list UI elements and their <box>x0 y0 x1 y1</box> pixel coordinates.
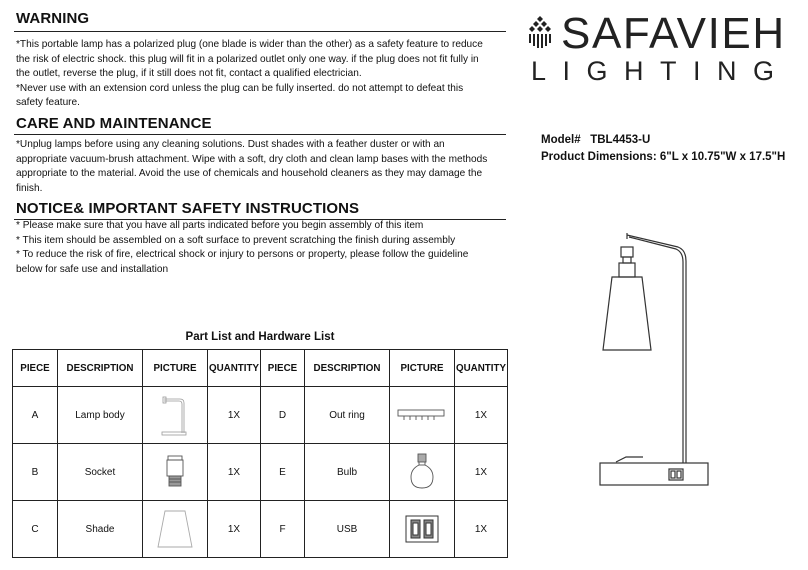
warning-line: *Never use with an extension cord unless the plug can be fully inserted. do not attempt to defeat this <box>16 82 464 94</box>
shade-icon <box>154 508 196 550</box>
care-text <box>16 138 508 196</box>
header-picture: PICTURE <box>143 350 208 387</box>
warning-line: the risk of electric shock. this plug will fit in a polarized outlet only one way. if the plug does not fit fully in <box>16 53 479 65</box>
notice-line: * To reduce the risk of fire, electrical shock or injury to persons or property, please follow the guideline <box>16 249 469 261</box>
care-line: *Unplug lamps before using any cleaning solutions. Dust shades with a feather duster or with an <box>16 139 445 150</box>
quantity-cell: 1X <box>455 387 508 444</box>
description-cell: Socket <box>58 444 143 501</box>
warning-line: the outlet, reverse the plug, if it still does not fit, contact a qualified electrician. <box>16 68 362 80</box>
notice-text <box>16 219 508 277</box>
quantity-cell: 1X <box>208 444 261 501</box>
notice-line: * This item should be assembled on a soft surface to prevent scratching the finish during assembly <box>16 234 456 246</box>
care-line: appropriate to the material. Avoid the use of chemicals and household cleaners as they may damage the <box>16 168 483 180</box>
table-header-row <box>13 350 508 387</box>
piece-cell: A <box>13 387 58 444</box>
description-cell: Lamp body <box>58 387 143 444</box>
header-description: DESCRIPTION <box>305 350 390 387</box>
piece-cell: C <box>13 501 58 558</box>
description-cell: Shade <box>58 501 143 558</box>
picture-cell <box>390 501 455 558</box>
lamp-body-icon <box>160 393 190 437</box>
brand-sub: LIGHTING <box>531 56 791 86</box>
socket-icon <box>163 454 187 490</box>
description-cell: USB <box>305 501 390 558</box>
warning-line: *This portable lamp has a polarized plug (one blade is wider than the other) as a safety feature to reduce <box>16 39 483 50</box>
care-line: finish. <box>16 182 43 194</box>
piece-cell: E <box>261 444 305 501</box>
parts-table-title: Part List and Hardware List <box>185 331 335 343</box>
care-line: appropriate vacuum-brush attachment. Wipe with a soft, dry cloth and clean lamp bases with the methods <box>16 153 488 165</box>
model-value: TBL4453-U <box>590 134 651 146</box>
piece-cell: F <box>261 501 305 558</box>
brand-logo <box>525 9 791 90</box>
quantity-cell: 1X <box>208 501 261 558</box>
warning-title: WARNING <box>16 10 90 27</box>
piece-cell: D <box>261 387 305 444</box>
product-dimensions: Product Dimensions: 6"L x 10.75"W x 17.5"H <box>541 151 786 163</box>
picture-cell <box>143 387 208 444</box>
usb-icon <box>404 514 440 544</box>
header-quantity: QUANTITY <box>208 350 261 387</box>
out-ring-icon <box>396 407 448 423</box>
piece-cell: B <box>13 444 58 501</box>
quantity-cell: 1X <box>455 444 508 501</box>
quantity-cell: 1X <box>208 387 261 444</box>
lamp-illustration <box>590 225 715 490</box>
description-cell: Out ring <box>305 387 390 444</box>
bulb-icon <box>409 453 435 491</box>
header-picture: PICTURE <box>390 350 455 387</box>
notice-title: NOTICE& IMPORTANT SAFETY INSTRUCTIONS <box>16 200 360 217</box>
warning-line: safety feature. <box>16 97 80 109</box>
warning-rule <box>14 31 506 32</box>
picture-cell <box>390 387 455 444</box>
table-row <box>13 501 508 558</box>
header-description: DESCRIPTION <box>58 350 143 387</box>
picture-cell <box>390 444 455 501</box>
notice-line: below for safe use and installation <box>16 263 169 275</box>
brand-name: SAFAVIEH <box>561 9 786 58</box>
header-quantity: QUANTITY <box>455 350 508 387</box>
header-piece: PIECE <box>261 350 305 387</box>
quantity-cell: 1X <box>455 501 508 558</box>
parts-table <box>12 349 508 558</box>
table-row <box>13 444 508 501</box>
header-piece: PIECE <box>13 350 58 387</box>
description-cell: Bulb <box>305 444 390 501</box>
notice-line: * Please make sure that you have all parts indicated before you begin assembly of this item <box>16 220 424 231</box>
picture-cell <box>143 501 208 558</box>
table-row <box>13 387 508 444</box>
diamond-logo-icon <box>525 16 555 50</box>
care-title: CARE AND MAINTENANCE <box>16 115 212 132</box>
model-label: Model# <box>541 134 581 146</box>
model-line <box>541 134 650 146</box>
care-rule <box>14 134 506 135</box>
picture-cell <box>143 444 208 501</box>
warning-text <box>16 38 508 111</box>
